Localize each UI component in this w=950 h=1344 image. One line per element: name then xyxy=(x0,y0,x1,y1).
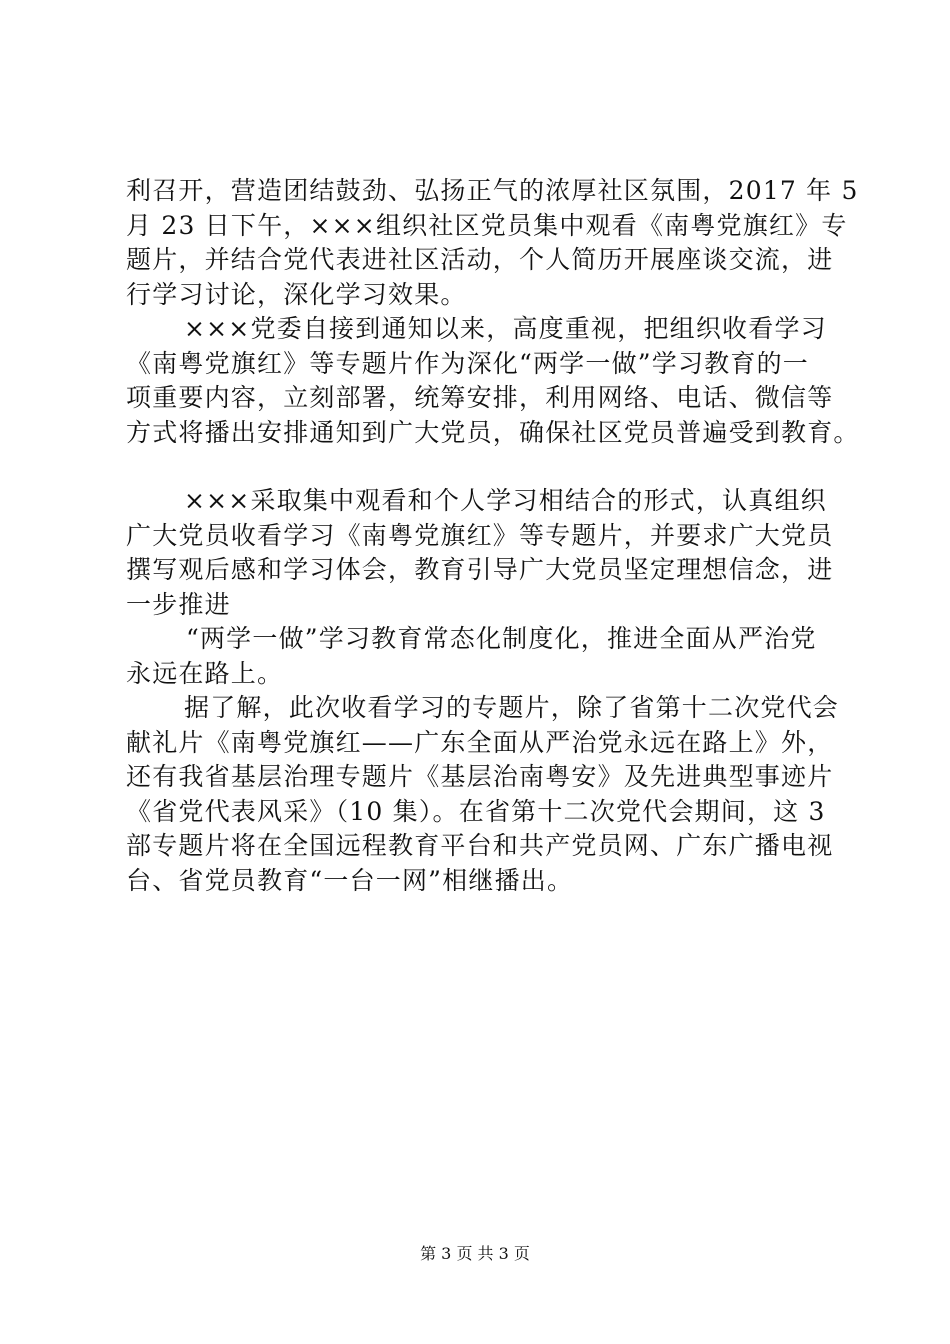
paragraph-line: 据了解，此次收看学习的专题片，除了省第十二次党代会 xyxy=(184,693,840,722)
paragraph-line: 月 23 日下午，×××组织社区党员集中观看《南粤党旗红》专 xyxy=(126,210,848,240)
paragraph-line: 《南粤党旗红》等专题片作为深化“两学一做”学习教育的一 xyxy=(126,348,809,378)
paragraph-line: 一步推进 xyxy=(126,589,231,619)
paragraph-line: “两学一做”学习教育常态化制度化，推进全面从严治党 xyxy=(186,624,817,653)
paragraph-line: 《省党代表风采》（10 集）。在省第十二次党代会期间，这 3 xyxy=(126,796,826,826)
paragraph-spacer xyxy=(126,450,846,484)
paragraph-line: 利召开，营造团结鼓劲、弘扬正气的浓厚社区氛围，2017 年 5 xyxy=(126,176,859,205)
paragraph-line: 广大党员收看学习《南粤党旗红》等专题片，并要求广大党员 xyxy=(126,520,834,550)
paragraph-line: 献礼片《南粤党旗红——广东全面从严治党永远在路上》外， xyxy=(126,727,834,757)
paragraph-line: 撰写观后感和学习体会，教育引导广大党员坚定理想信念，进 xyxy=(126,555,834,584)
paragraph-line: 方式将播出安排通知到广大党员，确保社区党员普遍受到教育。 xyxy=(126,417,860,447)
paragraph-5 xyxy=(126,691,846,898)
paragraph-2 xyxy=(126,312,860,450)
document-body xyxy=(126,174,860,898)
paragraph-line: 还有我省基层治理专题片《基层治南粤安》及先进典型事迹片 xyxy=(126,762,834,791)
paragraph-line: 台、省党员教育“一台一网”相继播出。 xyxy=(126,865,574,895)
page-footer xyxy=(0,1243,950,1265)
paragraph-3 xyxy=(126,484,846,622)
paragraph-line: 行学习讨论，深化学习效果。 xyxy=(126,279,467,309)
paragraph-4 xyxy=(126,622,846,691)
paragraph-line: ×××党委自接到通知以来，高度重视，把组织收看学习 xyxy=(184,314,827,343)
paragraph-line: ×××采取集中观看和个人学习相结合的形式，认真组织 xyxy=(184,486,827,515)
paragraph-1 xyxy=(126,174,859,312)
paragraph-line: 部专题片将在全国远程教育平台和共产党员网、广东广播电视 xyxy=(126,831,834,860)
paragraph-line: 永远在路上。 xyxy=(126,658,284,688)
paragraph-line: 项重要内容，立刻部署，统筹安排，利用网络、电话、微信等 xyxy=(126,383,834,412)
page-number: 第 3 页 共 3 页 xyxy=(420,1244,530,1263)
paragraph-line: 题片，并结合党代表进社区活动，个人简历开展座谈交流，进 xyxy=(126,245,834,274)
